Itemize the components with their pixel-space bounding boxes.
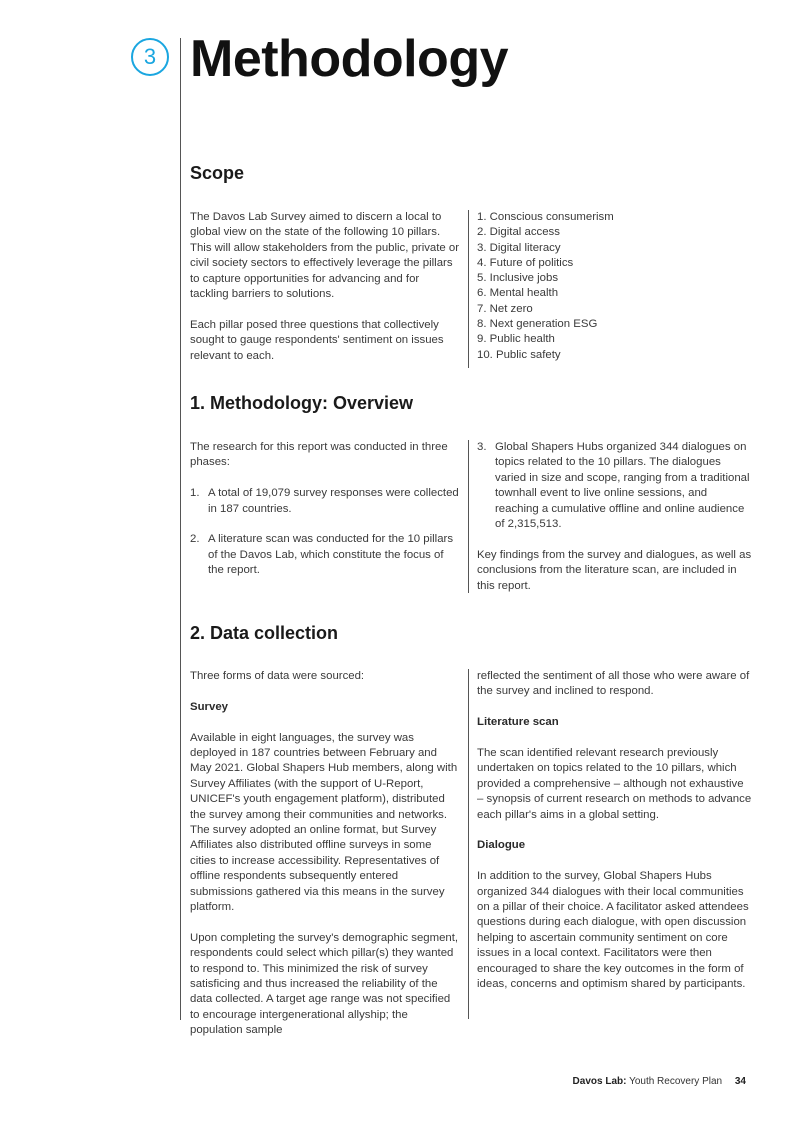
scope-text: [190, 210, 460, 364]
dialogue-paragraph: In addition to the survey, Global Shapers Hubs organized 344 dialogues with their local communities on a pillar of their choice. A facilitator asked attendees questions during each dialogue, with open discussion helping to ascertain community sentiment on core issues in a local context. Facilitators were then encouraged to share the key outcomes in the form of ideas, concerns and optimism shared by participants.: [477, 870, 749, 991]
overview-right-column: [477, 440, 752, 594]
overview-intro: The research for this report was conducted in three phases:: [190, 441, 448, 469]
data-collection-column-divider: [468, 669, 469, 1019]
survey-paragraph-2-continued: reflected the sentiment of all those who were aware of the survey and inclined to respond.: [477, 670, 750, 698]
overview-closing: Key findings from the survey and dialogues, as well as conclusions from the literature scan, are included in this report.: [477, 548, 752, 592]
pillar-item: 10. Public safety: [477, 348, 561, 361]
data-collection-left-column: [190, 669, 460, 1039]
overview-left-column: [190, 440, 460, 579]
survey-subheading: Survey: [190, 700, 228, 713]
pillar-item: 7. Net zero: [477, 302, 533, 315]
literature-scan-subheading: Literature scan: [477, 716, 559, 729]
footer-brand: Davos Lab:: [572, 1076, 627, 1087]
pillar-item: 6. Mental health: [477, 287, 559, 300]
data-collection-heading: 2. Data collection: [190, 623, 339, 643]
scope-paragraph-1: The Davos Lab Survey aimed to discern a local to global view on the state of the following 10 pillars. This will allow stakeholders from the public, private or civil society sectors to effectively leverage the pillars to capture opportunities for advancing and for tackling barriers to solutions.: [190, 211, 460, 301]
scope-heading: Scope: [190, 163, 245, 183]
pillar-item: 2. Digital access: [477, 226, 560, 239]
chapter-number-badge: 3: [131, 38, 169, 76]
pillar-list: [477, 210, 752, 363]
chapter-rule: [180, 38, 181, 1020]
pillar-item: 8. Next generation ESG: [477, 318, 598, 331]
overview-heading: 1. Methodology: Overview: [190, 393, 414, 413]
phase-item: 3. Global Shapers Hubs organized 344 dialogues on topics related to the 10 pillars. The dialogues varied in size and scope, ranging from a traditional townhall event to live online sessions, and reaching a cumulative offline and online audience of 2,315,513.: [477, 441, 750, 531]
scope-column-divider: [468, 210, 469, 368]
footer-document-title: Youth Recovery Plan: [629, 1076, 723, 1087]
page-footer: [573, 1076, 746, 1087]
scope-paragraph-2: Each pillar posed three questions that collectively sought to gauge respondents' sentiment on issues relevant to each.: [190, 318, 444, 362]
page-number: 34: [734, 1076, 746, 1087]
survey-paragraph-1: Available in eight languages, the survey was deployed in 187 countries between February and May 2021. Global Shapers Hub members, along with Survey Affiliates (with the support of U-Report, UNICEF's youth engagement platform), distributed the survey among their communities and networks. The survey adopted an online format, but Survey Affiliates also distributed offline surveys in some cities to increase accessibility. Representatives of offline respondents subsequently entered submissions gathered via this means in the survey platform.: [190, 731, 458, 914]
pillar-item: 5. Inclusive jobs: [477, 272, 559, 285]
page-title: Methodology: [190, 30, 509, 88]
literature-scan-paragraph: The scan identified relevant research previously undertaken on topics related to the 10 pillars, which provided a comprehensive – although not exhaustive – synopsis of current research on methods to advance each pillar's aims in a global setting.: [477, 747, 752, 821]
phase-item: 1. A total of 19,079 survey responses were collected in 187 countries.: [190, 487, 459, 515]
phase-list-continued: [477, 440, 752, 532]
pillar-item: 4. Future of politics: [477, 256, 574, 269]
pillar-item: 9. Public health: [477, 333, 555, 346]
pillar-item: 3. Digital literacy: [477, 241, 561, 254]
data-collection-intro: Three forms of data were sourced:: [190, 670, 365, 682]
pillar-item: 1. Conscious consumerism: [477, 211, 614, 223]
phase-item: 2. A literature scan was conducted for the 10 pillars of the Davos Lab, which constitute the focus of the report.: [190, 533, 454, 577]
overview-column-divider: [468, 440, 469, 593]
phase-list: [190, 486, 460, 578]
survey-paragraph-2: Upon completing the survey's demographic segment, respondents could select which pillar(s) they wanted to respond to. This minimized the risk of survey satisficing and thus increased the reliability of the data collected. A target age range was not specified to encourage intergenerational allyship; the population sample: [190, 931, 459, 1037]
data-collection-right-column: [477, 669, 752, 992]
dialogue-subheading: Dialogue: [477, 839, 526, 852]
